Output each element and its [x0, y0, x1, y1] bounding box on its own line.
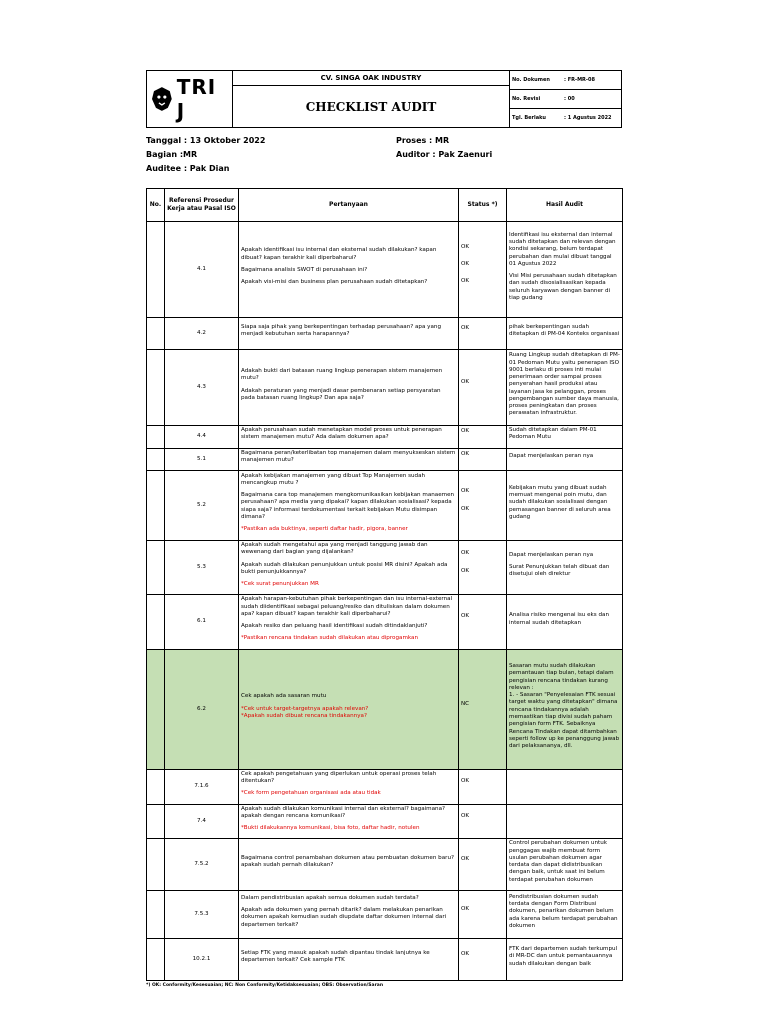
question-text: Bagaimana peran/keterlibatan top manajemen dalam menyukseskan sistem manajemen mutu? [241, 449, 456, 463]
question-text: Cek apakah pengetahuan yang diperlukan untuk operasi proses telah ditentukan? [241, 770, 437, 784]
result-text: Visi Misi perusahaan sudah ditetapkan dan sudah disosialisasikan kepada seluruh karyawan dengan banner di tiap gudang [509, 273, 617, 301]
result-text: Dapat menjelaskan peran nya [509, 453, 594, 460]
row-result-cell [507, 471, 623, 541]
row-ref-cell [165, 890, 239, 938]
row-question-cell [239, 649, 459, 769]
row-ref-cell [165, 938, 239, 980]
ref-text: 4.2 [197, 329, 206, 336]
row-result-cell [507, 804, 623, 839]
meta-bagian: Bagian :MR [146, 150, 198, 159]
row-question-cell [239, 595, 459, 649]
question-text: Apakah kebijakan manajemen yang dibuat Top Manajemen sudah mencangkup mutu ? [241, 472, 426, 486]
meta-proses: Proses : MR [396, 136, 450, 145]
table-row [147, 938, 623, 980]
document-title: CHECKLIST AUDIT [305, 99, 437, 114]
row-ref-cell [165, 318, 239, 350]
row-status-cell [459, 839, 507, 891]
row-result-cell [507, 350, 623, 426]
table-row [147, 541, 623, 595]
row-result-cell [507, 769, 623, 804]
row-result-cell [507, 595, 623, 649]
question-text: Apakah visi-misi dan business plan perusahaan sudah ditetapkan? [241, 279, 428, 286]
row-question-cell [239, 222, 459, 318]
row-no-cell [147, 222, 165, 318]
doc-info-label: No. Revisi [512, 96, 541, 102]
status-text: OK [461, 278, 470, 285]
table-row [147, 426, 623, 449]
audit-meta [146, 128, 622, 188]
row-status-cell [459, 769, 507, 804]
result-text: Pendistribusian dokumen sudah terdata dengan Form Distribusi dokumen, penarikan dokumen belum ada karena belum terdapat perubahan dokumen [509, 893, 618, 929]
question-text: Setiap FTK yang masuk apakah sudah dipantau tindak lanjutnya ke departemen terkait? Cek sample FTK [241, 949, 430, 963]
row-result-cell [507, 448, 623, 471]
row-no-cell [147, 890, 165, 938]
ref-text: 6.2 [197, 705, 206, 712]
table-row [147, 649, 623, 769]
ref-text: 7.1.6 [194, 782, 209, 789]
ref-text: 4.1 [197, 265, 206, 272]
ref-text: 7.5.2 [194, 860, 209, 867]
row-no-cell [147, 426, 165, 449]
status-text: OK [461, 950, 470, 957]
ref-text: 5.1 [197, 455, 206, 462]
status-text: OK [461, 567, 470, 574]
row-status-cell [459, 541, 507, 595]
status-text: OK [461, 260, 470, 267]
question-text: Apakah ada dokumen yang pernah ditarik? dalam melakukan penarikan dokumen apakah kemudian sudah diupdate daftar dokumen internal dari departemen terkait? [241, 907, 447, 928]
row-result-cell [507, 839, 623, 891]
question-text: Apakah sudah dilakukan penunjukkan untuk posisi MR disini? Apakah ada bukti penunjukkannya? [241, 561, 448, 575]
table-row [147, 769, 623, 804]
result-text: Analisa risiko mengenai isu eks dan internal sudah ditetapkan [509, 612, 610, 626]
ref-text: 7.5.3 [194, 910, 209, 917]
row-no-cell [147, 649, 165, 769]
ref-text: 7.4 [197, 817, 206, 824]
col-ref: Referensi Prosedur Kerja atau Pasal ISO [165, 189, 239, 222]
meta-tanggal: Tanggal : 13 Oktober 2022 [146, 136, 266, 145]
document-info [510, 71, 621, 127]
company-name: CV. SINGA OAK INDUSTRY [233, 71, 509, 86]
status-text: OK [461, 855, 470, 862]
lion-logo-icon [151, 86, 173, 112]
table-row [147, 839, 623, 891]
row-result-cell [507, 541, 623, 595]
row-no-cell [147, 350, 165, 426]
row-result-cell [507, 649, 623, 769]
row-question-cell [239, 448, 459, 471]
table-row [147, 350, 623, 426]
auditor-note: *Cek form pengetahuan organisasi ada atau tidak [241, 790, 381, 797]
row-ref-cell [165, 541, 239, 595]
row-ref-cell [165, 350, 239, 426]
table-row [147, 222, 623, 318]
row-no-cell [147, 938, 165, 980]
row-question-cell [239, 471, 459, 541]
row-ref-cell [165, 448, 239, 471]
row-question-cell [239, 938, 459, 980]
question-text: Dalam pendistribusian apakah semua dokumen sudah terdata? [241, 894, 419, 901]
row-question-cell [239, 426, 459, 449]
document-header [146, 70, 622, 128]
doc-info-label: No. Dokumen [512, 77, 550, 83]
ref-text: 10.2.1 [192, 955, 211, 962]
ref-text: 4.3 [197, 383, 206, 390]
audit-sheet [146, 70, 622, 988]
status-text: OK [461, 450, 470, 457]
row-result-cell [507, 318, 623, 350]
auditor-note: *Cek untuk target-targetnya apakah relevan? *Apakah sudah dibuat rencana tindakannya? [241, 705, 369, 719]
row-status-cell [459, 222, 507, 318]
status-text: OK [461, 905, 470, 912]
result-text: FTK dari departemen sudah terkumpul di MR-DC dan untuk pemantauannya sudah dilakukan dengan baik [509, 946, 618, 967]
ref-text: 4.4 [197, 433, 206, 440]
brand-name: TRI J [176, 75, 217, 123]
row-status-cell [459, 426, 507, 449]
row-no-cell [147, 541, 165, 595]
status-text: OK [461, 812, 470, 819]
table-row [147, 890, 623, 938]
row-result-cell [507, 222, 623, 318]
row-question-cell [239, 350, 459, 426]
col-status: Status *) [459, 189, 507, 222]
table-row [147, 595, 623, 649]
result-text: Kebijakan mutu yang dibuat sudah memuat mengenai poin mutu, dan sudah dilakukan sosialisasi dengan pemasangan banner di seluruh area gudang [509, 484, 611, 520]
ref-text: 6.1 [197, 618, 206, 625]
meta-auditor: Auditor : Pak Zaenuri [396, 150, 493, 159]
row-no-cell [147, 839, 165, 891]
table-row [147, 471, 623, 541]
row-ref-cell [165, 426, 239, 449]
row-result-cell [507, 426, 623, 449]
row-no-cell [147, 471, 165, 541]
table-row [147, 318, 623, 350]
result-text: pihak berkepentingan sudah ditetapkan di PM-04 Konteks organisasi [509, 323, 620, 337]
result-text: Sasaran mutu sudah dilakukan pemantauan tiap bulan, tetapi dalam pengisian rencana tindakan kurang relevan : 1. - Sasaran "Penyelesaian FTK sesuai target waktu yang ditetapkan" dimana rencana tindakannya adalah memastikan tiap divisi sudah paham pengisian form FTK. Sebaiknya Rencana Tindakan dapat ditambahkan seperti follow up ke penanggung jawab dari pelaksananya, dll. [509, 663, 620, 750]
auditor-note: *Pastikan rencana tindakan sudah dilakukan atau diprogamkan [241, 635, 419, 642]
checklist-table [146, 188, 623, 981]
doc-info-value: : FR-MR-08 [564, 77, 595, 83]
row-no-cell [147, 769, 165, 804]
auditor-note: *Pastikan ada buktinya, seperti daftar hadir, pigora, banner [241, 526, 408, 533]
table-row [147, 804, 623, 839]
question-text: Apakah identifikasi isu internal dan eksternal sudah dilakukan? kapan dibuat? kapan terakhir kali diperbaharui? [241, 247, 437, 261]
row-status-cell [459, 318, 507, 350]
result-text: Surat Penunjukkan telah dibuat dan disetujui oleh direktur [509, 564, 610, 578]
row-status-cell [459, 938, 507, 980]
row-no-cell [147, 595, 165, 649]
row-status-cell [459, 890, 507, 938]
row-no-cell [147, 804, 165, 839]
row-result-cell [507, 890, 623, 938]
row-ref-cell [165, 222, 239, 318]
row-status-cell [459, 595, 507, 649]
row-ref-cell [165, 649, 239, 769]
status-text: OK [461, 428, 470, 435]
row-status-cell [459, 448, 507, 471]
question-text: Bagaimana cara top manajemen mengkomunikasikan kebijakan manaemen perusahaan? apa media yang dipakai? kapan dilakukan sosialisasi? kepada siapa saja? informasi terdokumentasi terkait kebijakan Mutu disimpan dimana? [241, 492, 455, 520]
question-text: Adakah bukti dari batasan ruang lingkup penerapan sistem manajemen mutu? [241, 367, 443, 382]
row-question-cell [239, 804, 459, 839]
table-row [147, 448, 623, 471]
doc-info-label: Tgl. Berlaku [512, 115, 546, 121]
row-question-cell [239, 839, 459, 891]
status-text: OK [461, 613, 470, 620]
status-text: OK [461, 488, 470, 495]
row-ref-cell [165, 471, 239, 541]
question-text: Apakah harapan-kebutuhan pihak berkepentingan dan isu internal-external sudah diidentifikasi sebagai peluang/resiko dan dituliskan dalam dokumen apa? kapan dibuat? kapan terakhir kali diperbaharui? [241, 596, 453, 617]
result-text: Dapat menjelaskan peran nya [509, 551, 594, 558]
col-no: No. [147, 189, 165, 222]
row-question-cell [239, 769, 459, 804]
ref-text: 5.2 [197, 501, 206, 508]
question-text: Siapa saja pihak yang berkepentingan terhadap perusahaan? apa yang menjadi kebutuhan serta harapannya? [241, 323, 442, 337]
doc-info-value: : 00 [564, 96, 575, 102]
row-ref-cell [165, 595, 239, 649]
doc-info-value: : 1 Agustus 2022 [564, 115, 612, 121]
row-status-cell [459, 649, 507, 769]
col-result: Hasil Audit [507, 189, 623, 222]
table-body [147, 222, 623, 981]
ref-text: 5.3 [197, 564, 206, 571]
question-text: Apakah sudah dilakukan komunikasi internal dan eksternal? bagaimana? apakah dengan rencana komunikasi? [241, 805, 445, 819]
row-ref-cell [165, 839, 239, 891]
status-text: OK [461, 550, 470, 557]
question-text: Bagaimana analisis SWOT di perusahaan ini? [241, 267, 368, 273]
status-text: OK [461, 324, 470, 331]
row-status-cell [459, 471, 507, 541]
question-text: Apakah perusahaan sudah menetapkan model proses untuk penerapan sistem manajemen mutu? Ada dalam dokumen apa? [241, 427, 442, 441]
status-text: OK [461, 378, 470, 385]
status-text: OK [461, 777, 470, 784]
question-text: Apakah resiko dan peluang hasil identifikasi sudah ditindaklanjuti? [241, 623, 428, 630]
col-question: Pertanyaan [239, 189, 459, 222]
result-text: Control perubahan dokumen untuk penggagas wajib membuat form usulan perubahan dokumen agar terdata dan dapat didistribusikan dengan baik, untuk saat ini belum terdapat perubahan dokumen [509, 840, 607, 883]
auditor-note: *Bukti dilakukannya komunikasi, bisa foto, daftar hadir, notulen [241, 825, 420, 832]
status-text: OK [461, 243, 470, 250]
status-text: NC [461, 700, 470, 707]
status-text: OK [461, 505, 470, 512]
meta-auditee: Auditee : Pak Dian [146, 164, 230, 173]
row-result-cell [507, 938, 623, 980]
auditor-note: *Cek surat penunjukkan MR [241, 581, 319, 588]
result-text: Sudah ditetapkan dalam PM-01 Pedoman Mutu [509, 427, 597, 441]
row-ref-cell [165, 804, 239, 839]
logo [147, 71, 233, 127]
row-question-cell [239, 541, 459, 595]
footnote: *) OK: Conformity/Kesesuaian; NC: Non Conformity/Ketidaksesuaian; OBS: Observation/Saran [146, 982, 384, 988]
row-status-cell [459, 350, 507, 426]
result-text: Ruang Lingkup sudah ditetapkan di PM-01 Pedoman Mutu yaitu penerapan ISO 9001 berlaku di proses inti mulai penerimaan order sampai proses penyerahan hasil produksi atau layanan jasa ke pelanggan, proses pengembangan sumber daya manusia, proses peningkatan dan proses perawatan infrastruktur. [509, 352, 620, 417]
row-ref-cell [165, 769, 239, 804]
row-status-cell [459, 804, 507, 839]
row-question-cell [239, 318, 459, 350]
question-text: Adakah peraturan yang menjadi dasar pembenaran setiap persyaratan pada batasan ruang lingkup? Dan apa saja? [241, 387, 441, 401]
question-text: Cek apakah ada sasaran mutu [241, 693, 327, 700]
question-text: Apakah sudah mengetahui apa yang menjadi tanggung jawab dan wewenang dari bagian yang dijalankan? [241, 542, 428, 556]
result-text: Identifikasi isu eksternal dan internal sudah ditetapkan dan relevan dengan kondisi sekarang, belum terdapat perubahan dan mulai dibuat tanggal 01 Agustus 2022 [509, 231, 616, 267]
row-question-cell [239, 890, 459, 938]
row-no-cell [147, 318, 165, 350]
question-text: Bagaimana control penambahan dokumen atau pembuatan dokumen baru? apakah sudah pernah dilakukan? [241, 854, 454, 869]
row-no-cell [147, 448, 165, 471]
